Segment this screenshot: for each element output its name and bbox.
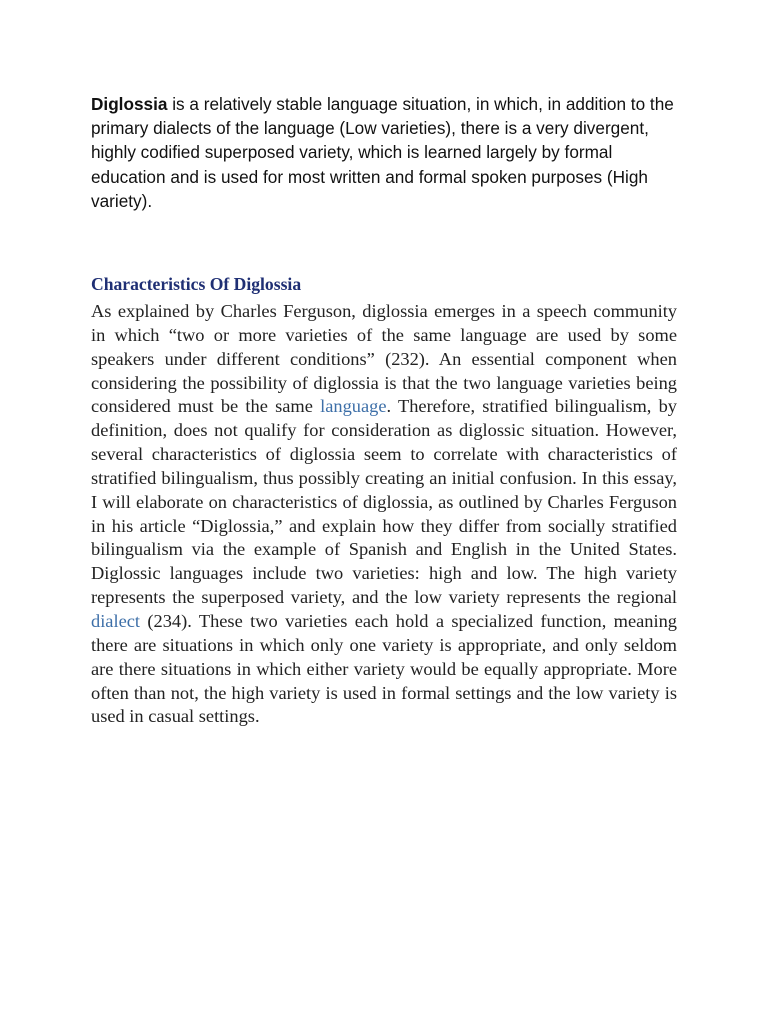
body-text-part-2: . Therefore, stratified bilingualism, by definition, does not qualify for consideration as diglossic situation. However, several characteristics of diglossia seem to correlate with characteristics of stratified bilingualism, thus possibly creating an initial confusion. In this essay, I will elaborate on characteristics of diglossia, as outlined by Charles Ferguson in his article “Diglossia,” and explain how they differ from socially stratified bilingualism via the example of Spanish and English in the United States. Diglossic languages include two varieties: high and low. The high variety represents the superposed variety, and the low variety represents the regional — [91, 396, 678, 608]
intro-paragraph — [91, 92, 677, 213]
intro-term: Diglossia — [91, 94, 168, 114]
intro-text: is a relatively stable language situation, in which, in addition to the primary dialects of the language (Low varieties), there is a very divergent, highly codified superposed variety, which is learned largely by formal education and is used for most written and formal spoken purposes (High variety). — [91, 94, 674, 211]
body-text-part-3: (234). These two varieties each hold a specialized function, meaning there are situations in which only one variety is appropriate, and only seldom are there situations in which either variety would be equally appropriate. More often than not, the high variety is used in formal settings and the low variety is used in casual settings. — [91, 610, 677, 727]
body-text-part-1: As explained by Charles Ferguson, diglossia emerges in a speech community in which “two or more varieties of the same language are used by some speakers under different conditions” (232). An essential component when considering the possibility of diglossia is that the two language varieties being considered must be the same — [91, 301, 677, 417]
section-heading: Characteristics Of Diglossia — [91, 274, 302, 295]
dialect-link[interactable]: dialect — [91, 610, 141, 631]
document-page — [91, 92, 677, 729]
language-link[interactable]: language — [320, 396, 387, 417]
body-paragraph — [91, 300, 677, 729]
